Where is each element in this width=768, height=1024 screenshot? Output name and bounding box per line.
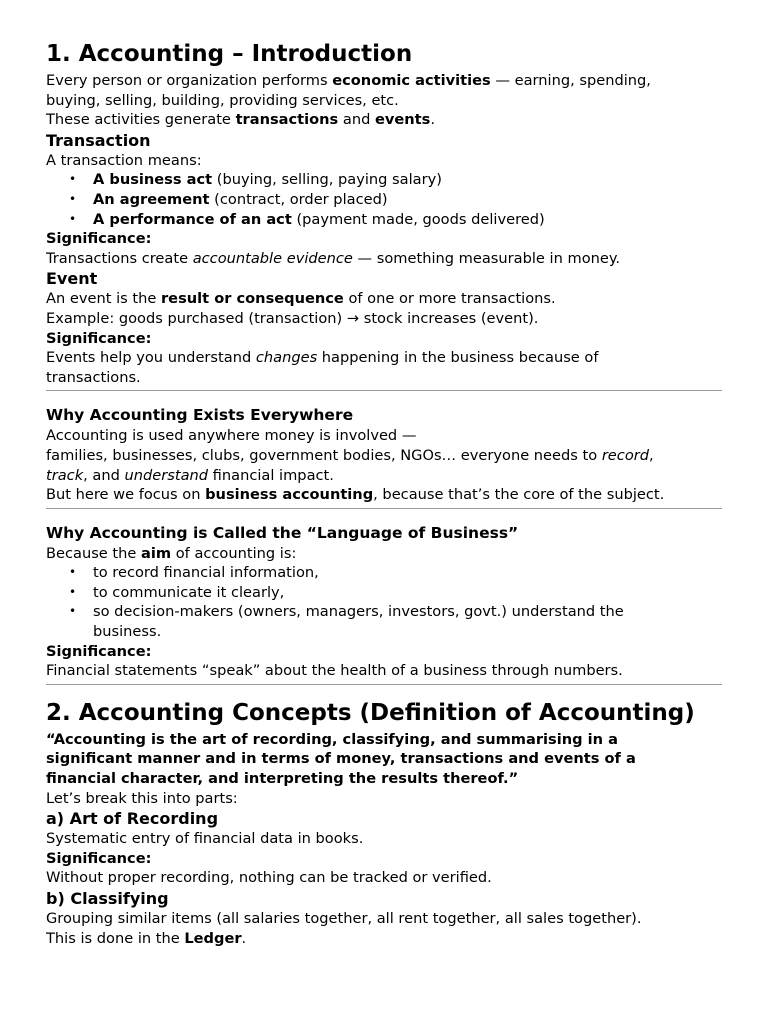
event-line-2: Example: goods purchased (transaction) → stock increases (event). — [46, 309, 539, 327]
transaction-list — [46, 170, 722, 229]
significance-label: Significance: — [46, 230, 152, 248]
significance-label: Significance: — [46, 642, 152, 660]
event-heading: Event — [46, 269, 98, 289]
section-1-heading: 1. Accounting – Introduction — [46, 41, 413, 67]
classifying-heading: b) Classifying — [46, 889, 169, 908]
why-everywhere-line-1: Accounting is used anywhere money is involved — — [46, 427, 417, 445]
why-everywhere-line-4: But here we focus on business accounting, because that’s the core of the subject. — [46, 486, 665, 504]
classifying-text: Grouping similar items (all salaries together, all rent together, all sales together). — [46, 910, 642, 927]
list-item: • to communicate it clearly, — [93, 583, 722, 603]
aim-list — [46, 563, 722, 641]
list-item: • A performance of an act (payment made, goods delivered) — [93, 210, 722, 230]
intro-line-1: Every person or organization performs economic activities — earning, spending, — [46, 72, 651, 89]
why-everywhere-line-2: families, businesses, clubs, government bodies, NGOs… everyone needs to record, — [46, 446, 654, 464]
divider — [46, 684, 722, 685]
list-item: • to record financial information, — [93, 563, 722, 583]
accounting-definition-quote: “Accounting is the art of recording, classifying, and summarising in a significant manner and in terms of money, transactions and events of a financial character, and interpreting the results thereof.” — [46, 730, 636, 788]
event-significance-cont: transactions. — [46, 368, 141, 386]
significance-label: Significance: — [46, 849, 152, 867]
divider — [46, 390, 722, 391]
art-of-recording-text: Systematic entry of financial data in books. — [46, 830, 364, 848]
event-line-1: An event is the result or consequence of one or more transactions. — [46, 290, 556, 308]
classifying-ledger-line: This is done in the Ledger. — [46, 929, 247, 947]
breakdown-intro: Let’s break this into parts: — [46, 789, 238, 807]
art-of-recording-significance: Without proper recording, nothing can be tracked or verified. — [46, 869, 492, 887]
intro-line-2: buying, selling, building, providing services, etc. — [46, 91, 399, 109]
why-everywhere-line-3: track, and understand financial impact. — [46, 466, 334, 484]
why-language-heading: Why Accounting is Called the “Language of Business” — [46, 523, 519, 542]
why-language-line-1: Because the aim of accounting is: — [46, 544, 297, 562]
list-item: • so decision-makers (owners, managers, investors, govt.) understand the business. — [93, 602, 653, 641]
significance-label: Significance: — [46, 329, 152, 347]
transaction-heading: Transaction — [46, 130, 151, 150]
intro-line-3: These activities generate transactions and events. — [46, 111, 435, 129]
art-of-recording-heading: a) Art of Recording — [46, 809, 219, 829]
list-item: • A business act (buying, selling, paying salary) — [93, 170, 722, 190]
why-everywhere-heading: Why Accounting Exists Everywhere — [46, 406, 354, 425]
section-2-heading: 2. Accounting Concepts (Definition of Accounting) — [46, 699, 695, 726]
list-item: • An agreement (contract, order placed) — [93, 190, 722, 210]
divider — [46, 508, 722, 509]
transaction-intro: A transaction means: — [46, 151, 202, 169]
event-significance: Events help you understand changes happening in the business because of — [46, 349, 599, 367]
why-language-significance: Financial statements “speak” about the health of a business through numbers. — [46, 662, 623, 680]
transaction-significance: Transactions create accountable evidence — something measurable in money. — [46, 249, 621, 267]
